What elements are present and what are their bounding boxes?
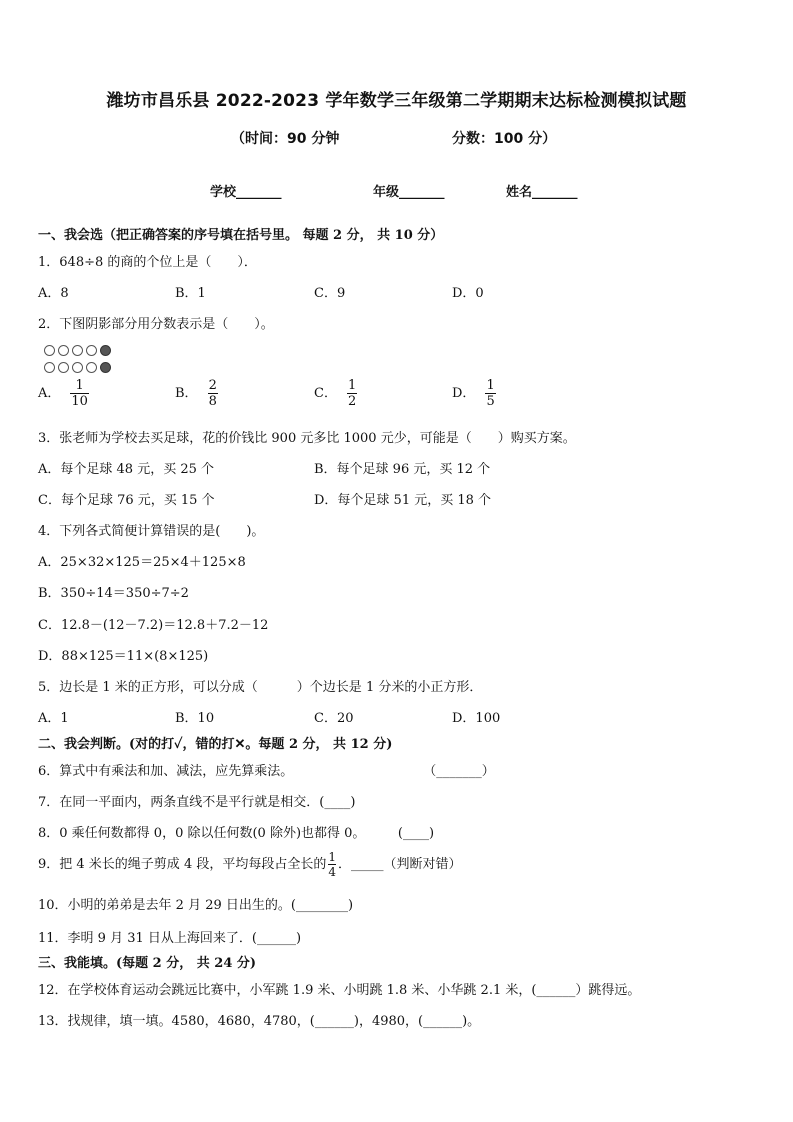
empty-circle — [58, 345, 69, 356]
circle-row — [44, 362, 111, 373]
q2-circle-figure — [44, 345, 111, 379]
school-field: 学校_______ — [210, 185, 282, 200]
q1-option-a: A．8 — [38, 286, 69, 301]
q3-option-d: D．每个足球 51 元，买 18 个 — [314, 493, 492, 508]
shaded-circle — [100, 345, 111, 356]
exam-score: 分数：100 分） — [452, 131, 557, 147]
fraction: $\frac{1}{10}$ — [71, 378, 88, 409]
q2-option-b: B． $\frac{2}{8}$ — [175, 378, 217, 409]
exam-title: 潍坊市昌乐县 2022-2023 学年数学三年级第二学期期末达标检测模拟试题 — [106, 91, 687, 111]
circle-row — [44, 345, 111, 356]
q12: 12．在学校体育运动会跳远比赛中，小军跳 1.9 米、小明跳 1.8 米、小华跳 2.1 米，(______）跳得远。 — [38, 983, 641, 998]
q5-option-b: B．10 — [175, 711, 215, 726]
q3-stem: 3．张老师为学校去买足球，花的价钱比 900 元多比 1000 元少，可能是（ ）购买方案。 — [38, 431, 576, 446]
name-field: 姓名_______ — [506, 185, 578, 200]
q3-option-b: B．每个足球 96 元，买 12 个 — [314, 462, 491, 477]
q7: 7．在同一平面内，两条直线不是平行就是相交．(____) — [38, 795, 356, 810]
section-2-heading: 二、我会判断。(对的打✓，错的打✕。每题 2 分， 共 12 分) — [38, 737, 393, 752]
empty-circle — [86, 362, 97, 373]
q1-option-c: C．9 — [314, 286, 346, 301]
q2-option-a: A． $\frac{1}{10}$ — [38, 378, 88, 409]
q4-option-b: B．350÷14＝350÷7÷2 — [38, 586, 189, 601]
q1-stem: 1．648÷8 的商的个位上是（ ）． — [38, 255, 257, 270]
fraction: $\frac{2}{8}$ — [208, 378, 217, 409]
shaded-circle — [100, 362, 111, 373]
empty-circle — [72, 345, 83, 356]
q3-option-a: A．每个足球 48 元，买 25 个 — [38, 462, 215, 477]
fraction: $\frac{1}{2}$ — [347, 378, 357, 409]
q6: 6．算式中有乘法和加、减法，应先算乘法。 （_______） — [38, 764, 495, 779]
q1-option-b: B．1 — [175, 286, 206, 301]
q4-option-d: D．88×125＝11×(8×125) — [38, 649, 209, 664]
empty-circle — [44, 345, 55, 356]
q11: 11．李明 9 月 31 日从上海回来了．(______) — [38, 931, 302, 946]
empty-circle — [72, 362, 83, 373]
fraction: $\frac{1}{4}$ — [328, 850, 336, 879]
exam-time: （时间：90 分钟 — [231, 131, 340, 147]
q9: 9．把 4 米长的绳子剪成 4 段，平均每段占全长的 $\frac{1}{4}$ ．_____（判断对错） — [38, 850, 462, 879]
q2-stem: 2．下图阴影部分用分数表示是（ ）。 — [38, 317, 274, 332]
q2-option-d: D． $\frac{1}{5}$ — [452, 378, 495, 409]
q5-option-c: C．20 — [314, 711, 354, 726]
q4-option-a: A．25×32×125＝25×4＋125×8 — [38, 555, 246, 570]
empty-circle — [86, 345, 97, 356]
q5-option-d: D．100 — [452, 711, 501, 726]
q8: 8．0 乘任何数都得 0，0 除以任何数(0 除外)也都得 0。 (____) — [38, 826, 435, 841]
q5-stem: 5．边长是 1 米的正方形，可以分成（ ）个边长是 1 分米的小正方形． — [38, 680, 483, 695]
section-1-heading: 一、我会选（把正确答案的序号填在括号里。 每题 2 分， 共 10 分） — [38, 228, 444, 243]
q13: 13．找规律，填一填。4580，4680，4780，(______)，4980，(______)。 — [38, 1014, 481, 1029]
q3-option-c: C．每个足球 76 元，买 15 个 — [38, 493, 215, 508]
q4-stem: 4．下列各式简便计算错误的是( )。 — [38, 524, 265, 539]
q5-option-a: A．1 — [38, 711, 69, 726]
q10: 10．小明的弟弟是去年 2 月 29 日出生的。(________) — [38, 898, 354, 913]
grade-field: 年级_______ — [373, 185, 445, 200]
q2-option-c: C． $\frac{1}{2}$ — [314, 378, 357, 409]
q1-option-d: D．0 — [452, 286, 484, 301]
empty-circle — [58, 362, 69, 373]
q4-option-c: C．12.8－(12－7.2)＝12.8＋7.2－12 — [38, 618, 269, 633]
empty-circle — [44, 362, 55, 373]
section-3-heading: 三、我能填。(每题 2 分， 共 24 分) — [38, 956, 257, 971]
fraction: $\frac{1}{5}$ — [486, 378, 495, 409]
